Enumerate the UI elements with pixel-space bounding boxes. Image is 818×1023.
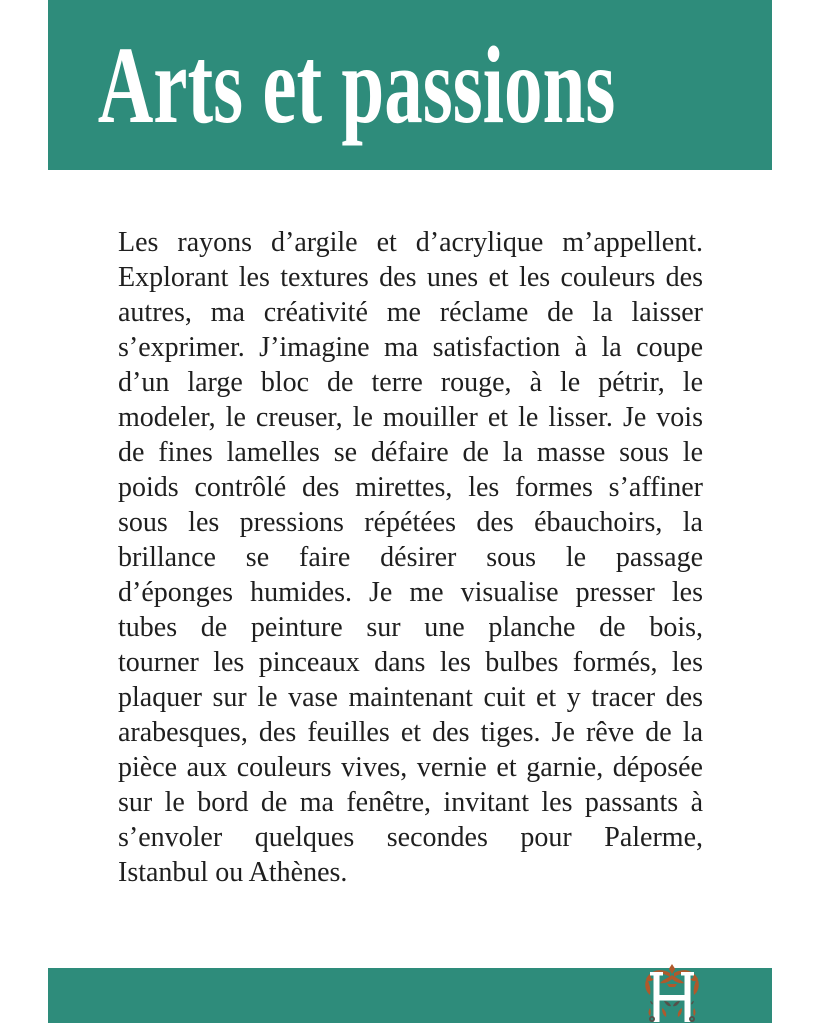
text-line: sous les pressions répétées des ébauchoirs, la [118, 507, 703, 538]
text-line: Istanbul ou Athènes. [118, 857, 348, 888]
article-text [118, 225, 703, 890]
text-line: plaquer sur le vase maintenant cuit et y tracer des [118, 682, 703, 713]
ornate-letter-h-monogram-icon [642, 963, 702, 1023]
text-line: tourner les pinceaux dans les bulbes formés, les [118, 647, 703, 678]
text-line: Explorant les textures des unes et les couleurs des [118, 262, 703, 293]
text-line: s’exprimer. J’imagine ma satisfaction à la coupe [118, 332, 703, 363]
text-line: de fines lamelles se défaire de la masse sous le [118, 437, 703, 468]
text-line: d’éponges humides. Je me visualise presser les [118, 577, 703, 608]
text-line: Les rayons d’argile et d’acrylique m’appellent. [118, 227, 703, 258]
text-line: sur le bord de ma fenêtre, invitant les passants à [118, 787, 703, 818]
text-line: arabesques, des feuilles et des tiges. Je rêve de la [118, 717, 703, 748]
text-line: brillance se faire désirer sous le passage [118, 542, 703, 573]
page-title: Arts et passions [97, 24, 616, 146]
text-line: modeler, le creuser, le mouiller et le lisser. Je vois [118, 402, 703, 433]
text-line: autres, ma créativité me réclame de la laisser [118, 297, 703, 328]
text-line: s’envoler quelques secondes pour Palerme, [118, 822, 703, 853]
text-line: tubes de peinture sur une planche de bois, [118, 612, 703, 643]
text-line: pièce aux couleurs vives, vernie et garnie, déposée [118, 752, 703, 783]
header-banner [48, 0, 772, 170]
text-line: poids contrôlé des mirettes, les formes s’affiner [118, 472, 703, 503]
text-line: d’un large bloc de terre rouge, à le pétrir, le [118, 367, 703, 398]
